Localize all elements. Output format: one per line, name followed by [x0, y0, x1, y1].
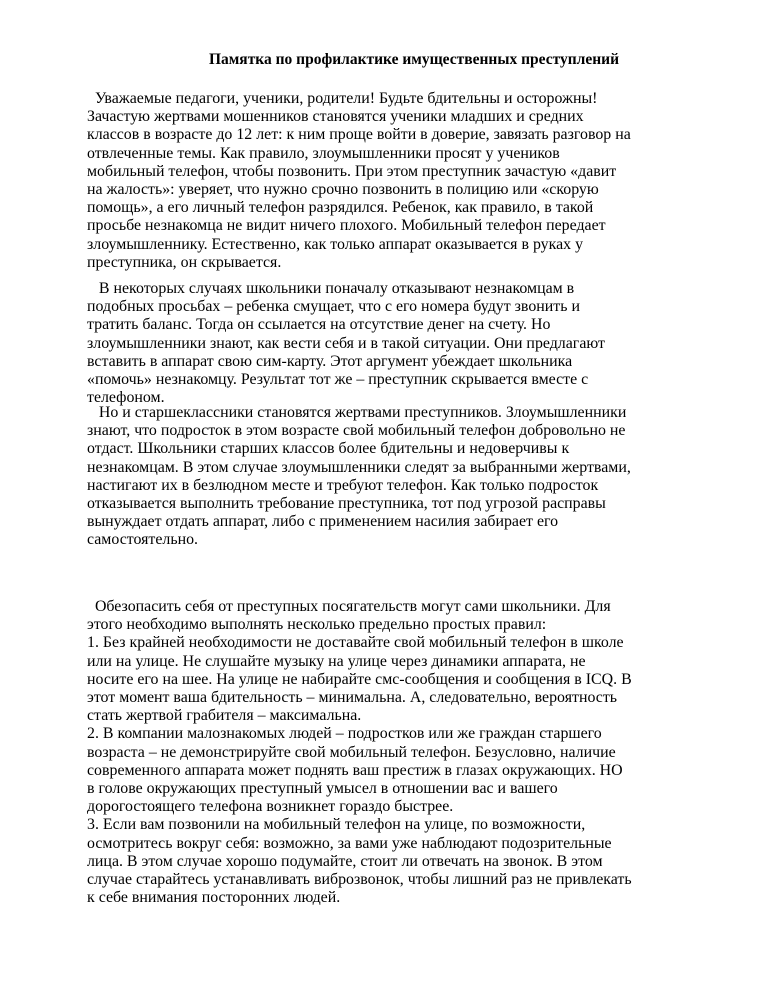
text-line: незнакомцам. В этом случае злоумышленники следят за выбранными жертвами, — [87, 458, 631, 476]
rule-item-3: 3. Если вам позвонили на мобильный телефон на улице, по возможности, — [87, 816, 586, 834]
text-line: лица. В этом случае хорошо подумайте, стоит ли отвечать на звонок. В этом — [87, 852, 603, 870]
text-line: помощь», а его личный телефон разрядился. Ребенок, как правило, в такой — [87, 199, 594, 217]
text-line: Зачастую жертвами мошенников становятся ученики младших и средних — [87, 108, 584, 126]
rule-item-2: 2. В компании малознакомых людей – подростков или же граждан старшего — [87, 725, 602, 743]
text-line: случае старайтесь устанавливать виброзвонок, чтобы лишний раз не привлекать — [87, 871, 632, 889]
text-line: или на улице. Не слушайте музыку на улице через динамики аппарата, не — [87, 652, 586, 670]
paragraph-warning-intro — [87, 90, 631, 272]
text-line: отвлеченные темы. Как правило, злоумышленники просят у учеников — [87, 144, 560, 162]
text-line: злоумышленники знают, как вести себя и в такой ситуации. Они предлагают — [87, 334, 605, 352]
text-line: Обезопасить себя от преступных посягательств могут сами школьники. Для — [87, 598, 611, 615]
document-title: Памятка по профилактике имущественных преступлений — [208, 51, 620, 68]
text-line: знают, что подросток в этом возрасте свой мобильный телефон добровольно не — [87, 422, 626, 440]
paragraph-older-students — [87, 404, 631, 550]
text-line: возраста – не демонстрируйте свой мобильный телефон. Безусловно, наличие — [87, 743, 616, 761]
text-line: подобных просьбах – ребенка смущает, что с его номера будут звонить и — [87, 298, 580, 316]
text-line: тратить баланс. Тогда он ссылается на отсутствие денег на счету. Но — [87, 316, 551, 334]
text-line: стать жертвой грабителя – максимальна. — [87, 707, 362, 725]
text-line: осмотритесь вокруг себя: возможно, за вами уже наблюдают подозрительные — [87, 834, 612, 852]
text-line: Уважаемые педагоги, ученики, родители! Будьте бдительны и осторожны! — [87, 90, 598, 107]
text-line: отказывается выполнить требование преступника, тот под угрозой расправы — [87, 495, 606, 513]
text-line: дорогостоящего телефона возникнет гораздо быстрее. — [87, 798, 454, 816]
text-line: на жалость»: уверяет, что нужно срочно позвонить в полицию или «скорую — [87, 181, 599, 199]
text-line: настигают их в безлюдном месте и требуют телефон. Как только подросток — [87, 476, 599, 494]
text-line: просьбе незнакомца не видит ничего плохого. Мобильный телефон передает — [87, 217, 606, 235]
text-line: этот момент ваша бдительность – минимальна. А, следовательно, вероятность — [87, 689, 618, 707]
text-line: злоумышленнику. Естественно, как только аппарат оказывается в руках у — [87, 235, 584, 253]
text-line: Но и старшеклассники становятся жертвами преступников. Злоумышленники — [87, 404, 627, 421]
text-line: самостоятельно. — [87, 531, 199, 549]
text-line: «помочь» незнакомцу. Результат тот же – преступник скрывается вместе с — [87, 371, 589, 389]
paragraph-sim-card — [87, 280, 605, 407]
text-line: вынуждает отдать аппарат, либо с применением насилия забирает его — [87, 513, 559, 531]
paragraph-safety-rules — [87, 598, 632, 907]
text-line: к себе внимания посторонних людей. — [87, 889, 341, 907]
text-line: мобильный телефон, чтобы позвонить. При этом преступник зачастую «давит — [87, 162, 617, 180]
text-line: вставить в аппарат свою сим-карту. Этот аргумент убеждает школьника — [87, 352, 573, 370]
text-line: преступника, он скрывается. — [87, 253, 282, 271]
text-line: этого необходимо выполнять несколько предельно простых правил: — [87, 616, 547, 634]
text-line: современного аппарата может поднять ваш престиж в глазах окружающих. НО — [87, 761, 623, 779]
rule-item-1: 1. Без крайней необходимости не доставайте свой мобильный телефон в школе — [87, 634, 624, 652]
text-line: носите его на шее. На улице не набирайте смс-сообщения и сообщения в ICQ. В — [87, 670, 632, 688]
text-line: классов в возрасте до 12 лет: к ним проще войти в доверие, завязать разговор на — [87, 126, 631, 144]
text-line: В некоторых случаях школьники поначалу отказывают незнакомцам в — [87, 280, 575, 297]
text-line: отдаст. Школьники старших классов более бдительны и недоверчивы к — [87, 440, 570, 458]
text-line: телефоном. — [87, 389, 165, 407]
text-line: в голове окружающих преступный умысел в отношении вас и вашего — [87, 780, 558, 798]
